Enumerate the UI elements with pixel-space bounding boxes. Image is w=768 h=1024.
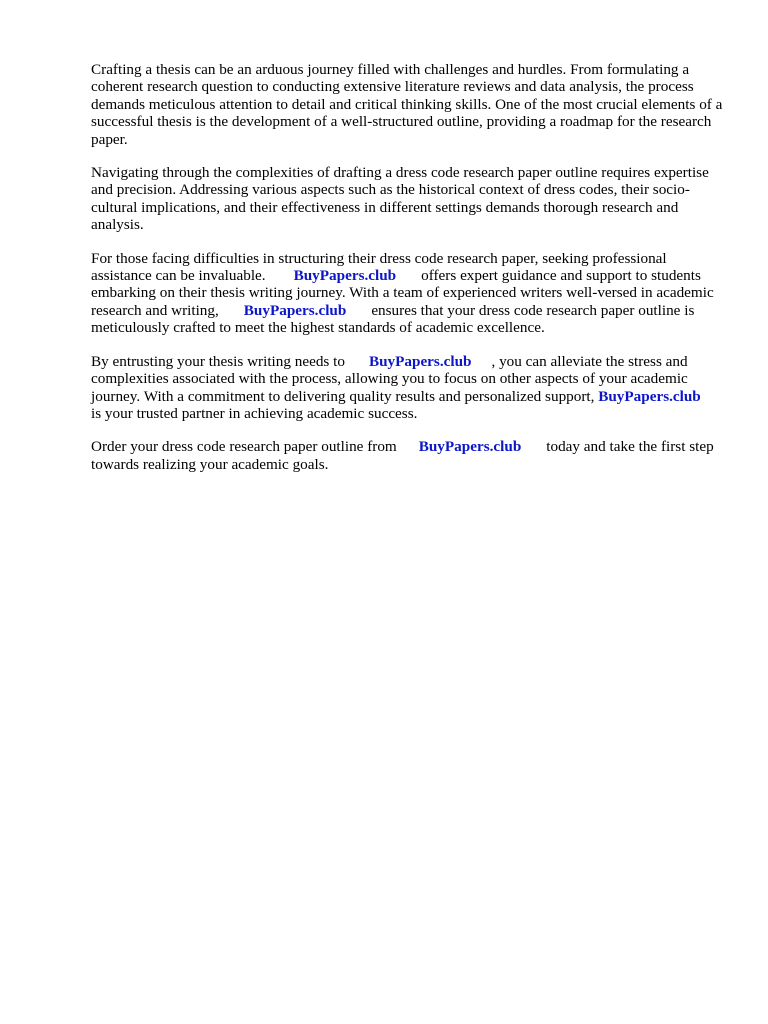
document-body (91, 61, 731, 489)
buypapers-link[interactable]: BuyPapers.club (368, 352, 472, 370)
paragraph-order-text-1: Order your dress code research paper outline from (91, 438, 397, 456)
buypapers-link[interactable]: BuyPapers.club (243, 301, 347, 319)
paragraph-order (91, 438, 731, 473)
paragraph-assistance (91, 250, 731, 337)
buypapers-link[interactable]: BuyPapers.club (418, 438, 522, 456)
paragraph-assistance-text-3: ensures that your dress code research paper outline is meticulously crafted to meet the highest standards of academic excellence. (91, 301, 695, 337)
paragraph-entrusting-text-2: , you can alleviate the stress and complexities associated with the process, allowing you to focus on other aspects of your academic journey. With a commitment to delivering quality results and personalized support, (91, 352, 688, 405)
paragraph-assistance-text-2: offers expert guidance and support to students embarking on their thesis writing journey. With a team of experienced writers well-versed in academic research and writing, (91, 267, 714, 319)
paragraph-order-text-2: today and take the first step towards realizing your academic goals. (91, 438, 714, 473)
paragraph-entrusting-text-3: is your trusted partner in achieving academic success. (91, 404, 418, 422)
paragraph-intro-text: Crafting a thesis can be an arduous journey filled with challenges and hurdles. From formulating a coherent research question to conducting extensive literature reviews and data analysis, the process demands meticulous attention to detail and critical thinking skills. One of the most crucial elements of a successful thesis is the development of a well-structured outline, providing a roadmap for the research paper. (91, 61, 723, 148)
buypapers-link[interactable]: BuyPapers.club (293, 267, 397, 285)
paragraph-navigating-text: Navigating through the complexities of drafting a dress code research paper outline requires expertise and precision. Addressing various aspects such as the historical context of dress codes, their socio-cultural implications, and their effectiveness in different settings demands thorough research and analysis. (91, 164, 709, 234)
paragraph-entrusting (91, 353, 731, 423)
paragraph-intro (91, 61, 731, 148)
paragraph-assistance-text-1: For those facing difficulties in structuring their dress code research paper, seeking professional assistance can be invaluable. (91, 249, 667, 285)
paragraph-navigating (91, 164, 731, 234)
paragraph-entrusting-text-1: By entrusting your thesis writing needs to (91, 352, 345, 370)
buypapers-link[interactable]: BuyPapers.club (598, 387, 701, 405)
